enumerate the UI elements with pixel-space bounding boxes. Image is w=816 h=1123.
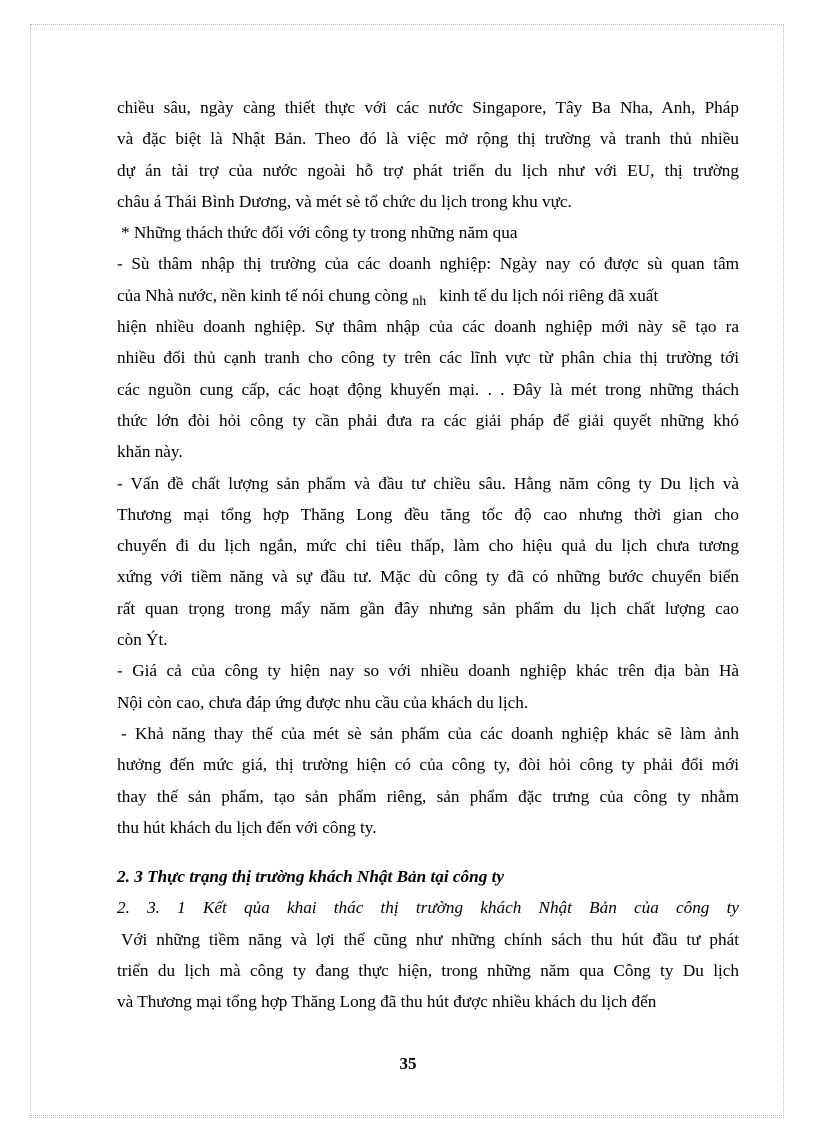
text-line: - Sù thâm nhập thị trường của các doanh nghiệp: Ngày nay có được sù quan tâm [117, 254, 739, 274]
text-line: rất quan trọng trong mấy năm gần đây nhưng sản phẩm du lịch chất lượng cao [117, 598, 739, 618]
text-line: Nội còn cao, chưa đáp ứng được nhu cầu của khách du lịch. [117, 692, 529, 712]
challenges-title: * Những thách thức đối với công ty trong những năm qua [121, 223, 518, 243]
text-line: xứng với tiềm năng và sự đầu tư. Mặc dù công ty đã có những bước chuyển biến [117, 567, 739, 587]
paragraph-japanese-market [117, 924, 739, 1018]
text-line: triển du lịch mà công ty đang thực hiện, trong những năm qua Công ty Du lịch [117, 961, 739, 981]
text-line: thay thế sản phẩm, tạo sản phẩm riêng, sản phẩm đặc trưng của công ty nhằm [117, 786, 739, 806]
text-line: và Thương mại tổng hợp Thăng Long đã thu hút được nhiều khách du lịch đến [117, 992, 657, 1012]
document-body [117, 92, 739, 1018]
text-fragment: kinh tế du lịch nói riêng đã xuất [439, 285, 659, 305]
text-fragment: của Nhà nước, nền kinh tế nói chung còng [117, 285, 408, 305]
text-line: còn Ýt. [117, 630, 168, 650]
text-line: thức lớn đòi hỏi công ty cần phải đưa ra các giải pháp để giải quyết những khó [117, 410, 739, 430]
text-line: chuyến đi du lịch ngắn, mức chi tiêu thấp, làm cho hiệu quả du lịch chưa tương [117, 536, 739, 556]
paragraph-market-entry [117, 248, 739, 467]
text-line: dự án tài trợ của nước ngoài hỗ trợ phát triển du lịch như với EU, thị trường [117, 160, 739, 180]
text-line: các nguồn cung cấp, các hoạt động khuyến mại. . . Đây là mét trong những thách [117, 379, 739, 399]
text-line: nhiều đối thủ cạnh tranh cho công ty trên các lĩnh vực từ phân chia thị trường tới [117, 348, 739, 368]
page-bottom-rule [30, 1117, 784, 1118]
text-line: Thương mại tổng hợp Thăng Long đều tăng tốc độ cao nhưng thời gian cho [117, 504, 739, 524]
text-line: và đặc biệt là Nhật Bản. Theo đó là việc mở rộng thị trường và tranh thủ nhiều [117, 129, 739, 149]
text-line [117, 280, 739, 311]
subsection-heading: 2. 3. 1 Kết qủa khai thác thị trường khách Nhật Bản của công ty [117, 898, 739, 918]
section-heading: 2. 3 Thực trạng thị trường khách Nhật Bản tại công ty [117, 867, 505, 887]
text-line: thu hút khách du lịch đến với công ty. [117, 817, 377, 837]
text-line: hiện nhiều doanh nghiệp. Sự thâm nhập của các doanh nghiệp mới này sẽ tạo ra [117, 317, 739, 337]
misplaced-fragment: nh [412, 293, 427, 309]
paragraph-partner-countries [117, 92, 739, 217]
text-line: khăn này. [117, 442, 183, 462]
section-gap [117, 843, 739, 861]
paragraph-product-quality [117, 468, 739, 656]
text-line: châu á Thái Bình Dương, và mét sè tổ chức du lịch trong khu vực. [117, 191, 572, 211]
text-line: chiều sâu, ngày càng thiết thực với các nước Singapore, Tây Ba Nha, Anh, Pháp [117, 98, 739, 117]
paragraph-pricing [117, 655, 739, 718]
text-line: hưởng đến mức giá, thị trường hiện có của công ty, đòi hỏi công ty phải đổi mới [117, 755, 739, 775]
text-line: - Vấn đề chất lượng sản phẩm và đầu tư chiều sâu. Hằng năm công ty Du lịch và [117, 473, 739, 493]
text-line: - Khả năng thay thế của mét sè sản phẩm của các doanh nghiệp khác sẽ làm ảnh [121, 723, 739, 743]
page-number: 35 [399, 1054, 417, 1073]
text-line: Với những tiềm năng và lợi thế cũng như những chính sách thu hút đầu tư phát [121, 929, 739, 949]
text-line: - Giá cả của công ty hiện nay so với nhiều doanh nghiệp khác trên địa bàn Hà [117, 661, 739, 681]
paragraph-substitution [117, 718, 739, 843]
